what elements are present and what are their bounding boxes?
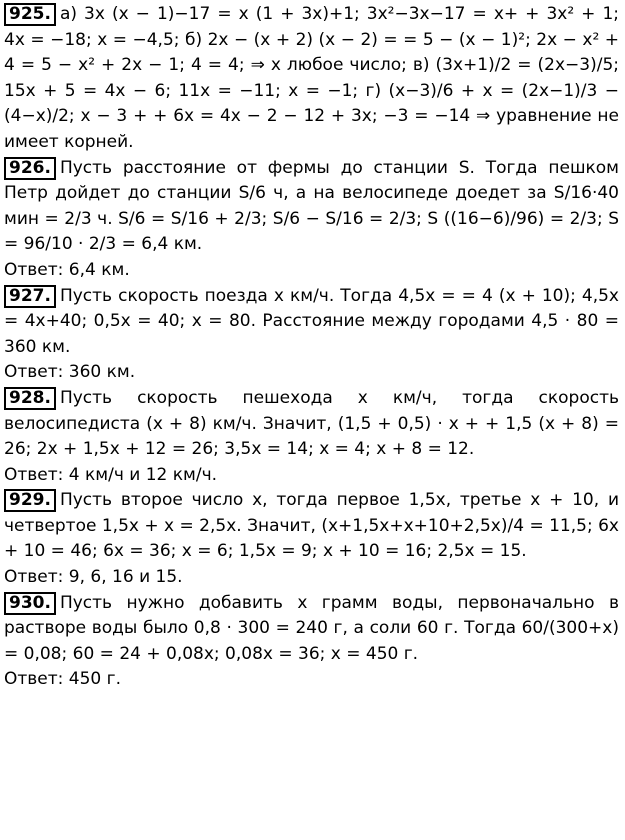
problem-number: 926. (4, 157, 56, 180)
answer-line: Ответ: 4 км/ч и 12 км/ч. (4, 464, 218, 485)
problem-number: 929. (4, 489, 56, 512)
problem-number: 927. (4, 285, 56, 308)
problem-number: 928. (4, 387, 56, 410)
problem-928 (4, 386, 619, 488)
problem-text: Пусть скорость поезда x км/ч. Тогда 4,5x = = 4 (x + 10); 4,5x = 4x+40; 0,5x = 40; x = 80. Расстояние между городами 4,5 · 80 = 360 км. (4, 285, 619, 357)
problem-text: Пусть расстояние от фермы до станции S. Тогда пешком Петр дойдет до станции S/6 ч, а на велосипеде доедет за S/16·40 мин = 2/3 ч. S/6 = S/16 + 2/3; S/6 − S/16 = 2/3; S ((16−6)/96) = 2/3; S = 96/10 · 2/3 = 6,4 км. (4, 157, 619, 255)
problem-925 (4, 2, 619, 156)
answer-line: Ответ: 360 км. (4, 362, 136, 383)
problem-text: Пусть второе число x, тогда первое 1,5x, третье x + 10, и четвертое 1,5x + x = 2,5x. Значит, (x+1,5x+x+10+2,5x)/4 = 11,5; 6x + 10 = 46; 6x = 36; x = 6; 1,5x = 9; x + 10 = 16; 2,5x = 15. (4, 490, 619, 562)
problem-927 (4, 284, 619, 386)
answer-line: Ответ: 450 г. (4, 669, 121, 690)
answer-line: Ответ: 6,4 км. (4, 259, 130, 280)
problem-text: а) 3x (x − 1)−17 = x (1 + 3x)+1; 3x²−3x−17 = x+ + 3x² + 1; 4x = −18; x = −4,5; б) 2x − (x + 2) (x − 2) = = 5 − (x − 1)²; 2x − x² + 4 = 5 − x² + 2x − 1; 4 = 4; ⇒ x любое число; в) (3x+1)/2 = (2x−3)/5; 15x + 5 = 4x − 6; 11x = −11; x = −1; г) (x−3)/6 + x = (2x−1)/3 − (4−x)/2; x − 3 + + 6x = 4x − 2 − 12 + 3x; −3 = −14 ⇒ уравнение не имеет корней. (4, 4, 619, 152)
problem-text: Пусть скорость пешехода x км/ч, тогда скорость велосипедиста (x + 8) км/ч. Значит, (1,5 + 0,5) · x + + 1,5 (x + 8) = 26; 2x + 1,5x + 12 = 26; 3,5x = 14; x = 4; x + 8 = 12. (4, 387, 619, 460)
problem-number: 930. (4, 592, 56, 615)
problem-number: 925. (4, 3, 56, 26)
problem-text: Пусть нужно добавить x грамм воды, первоначально в растворе воды было 0,8 · 300 = 240 г, а соли 60 г. Тогда 60/(300+x) = 0,08; 60 = 24 + 0,08x; 0,08x = 36; x = 450 г. (4, 592, 619, 664)
problem-930 (4, 591, 619, 693)
problem-929 (4, 488, 619, 590)
problem-926 (4, 156, 619, 284)
answer-line: Ответ: 9, 6, 16 и 15. (4, 567, 183, 588)
